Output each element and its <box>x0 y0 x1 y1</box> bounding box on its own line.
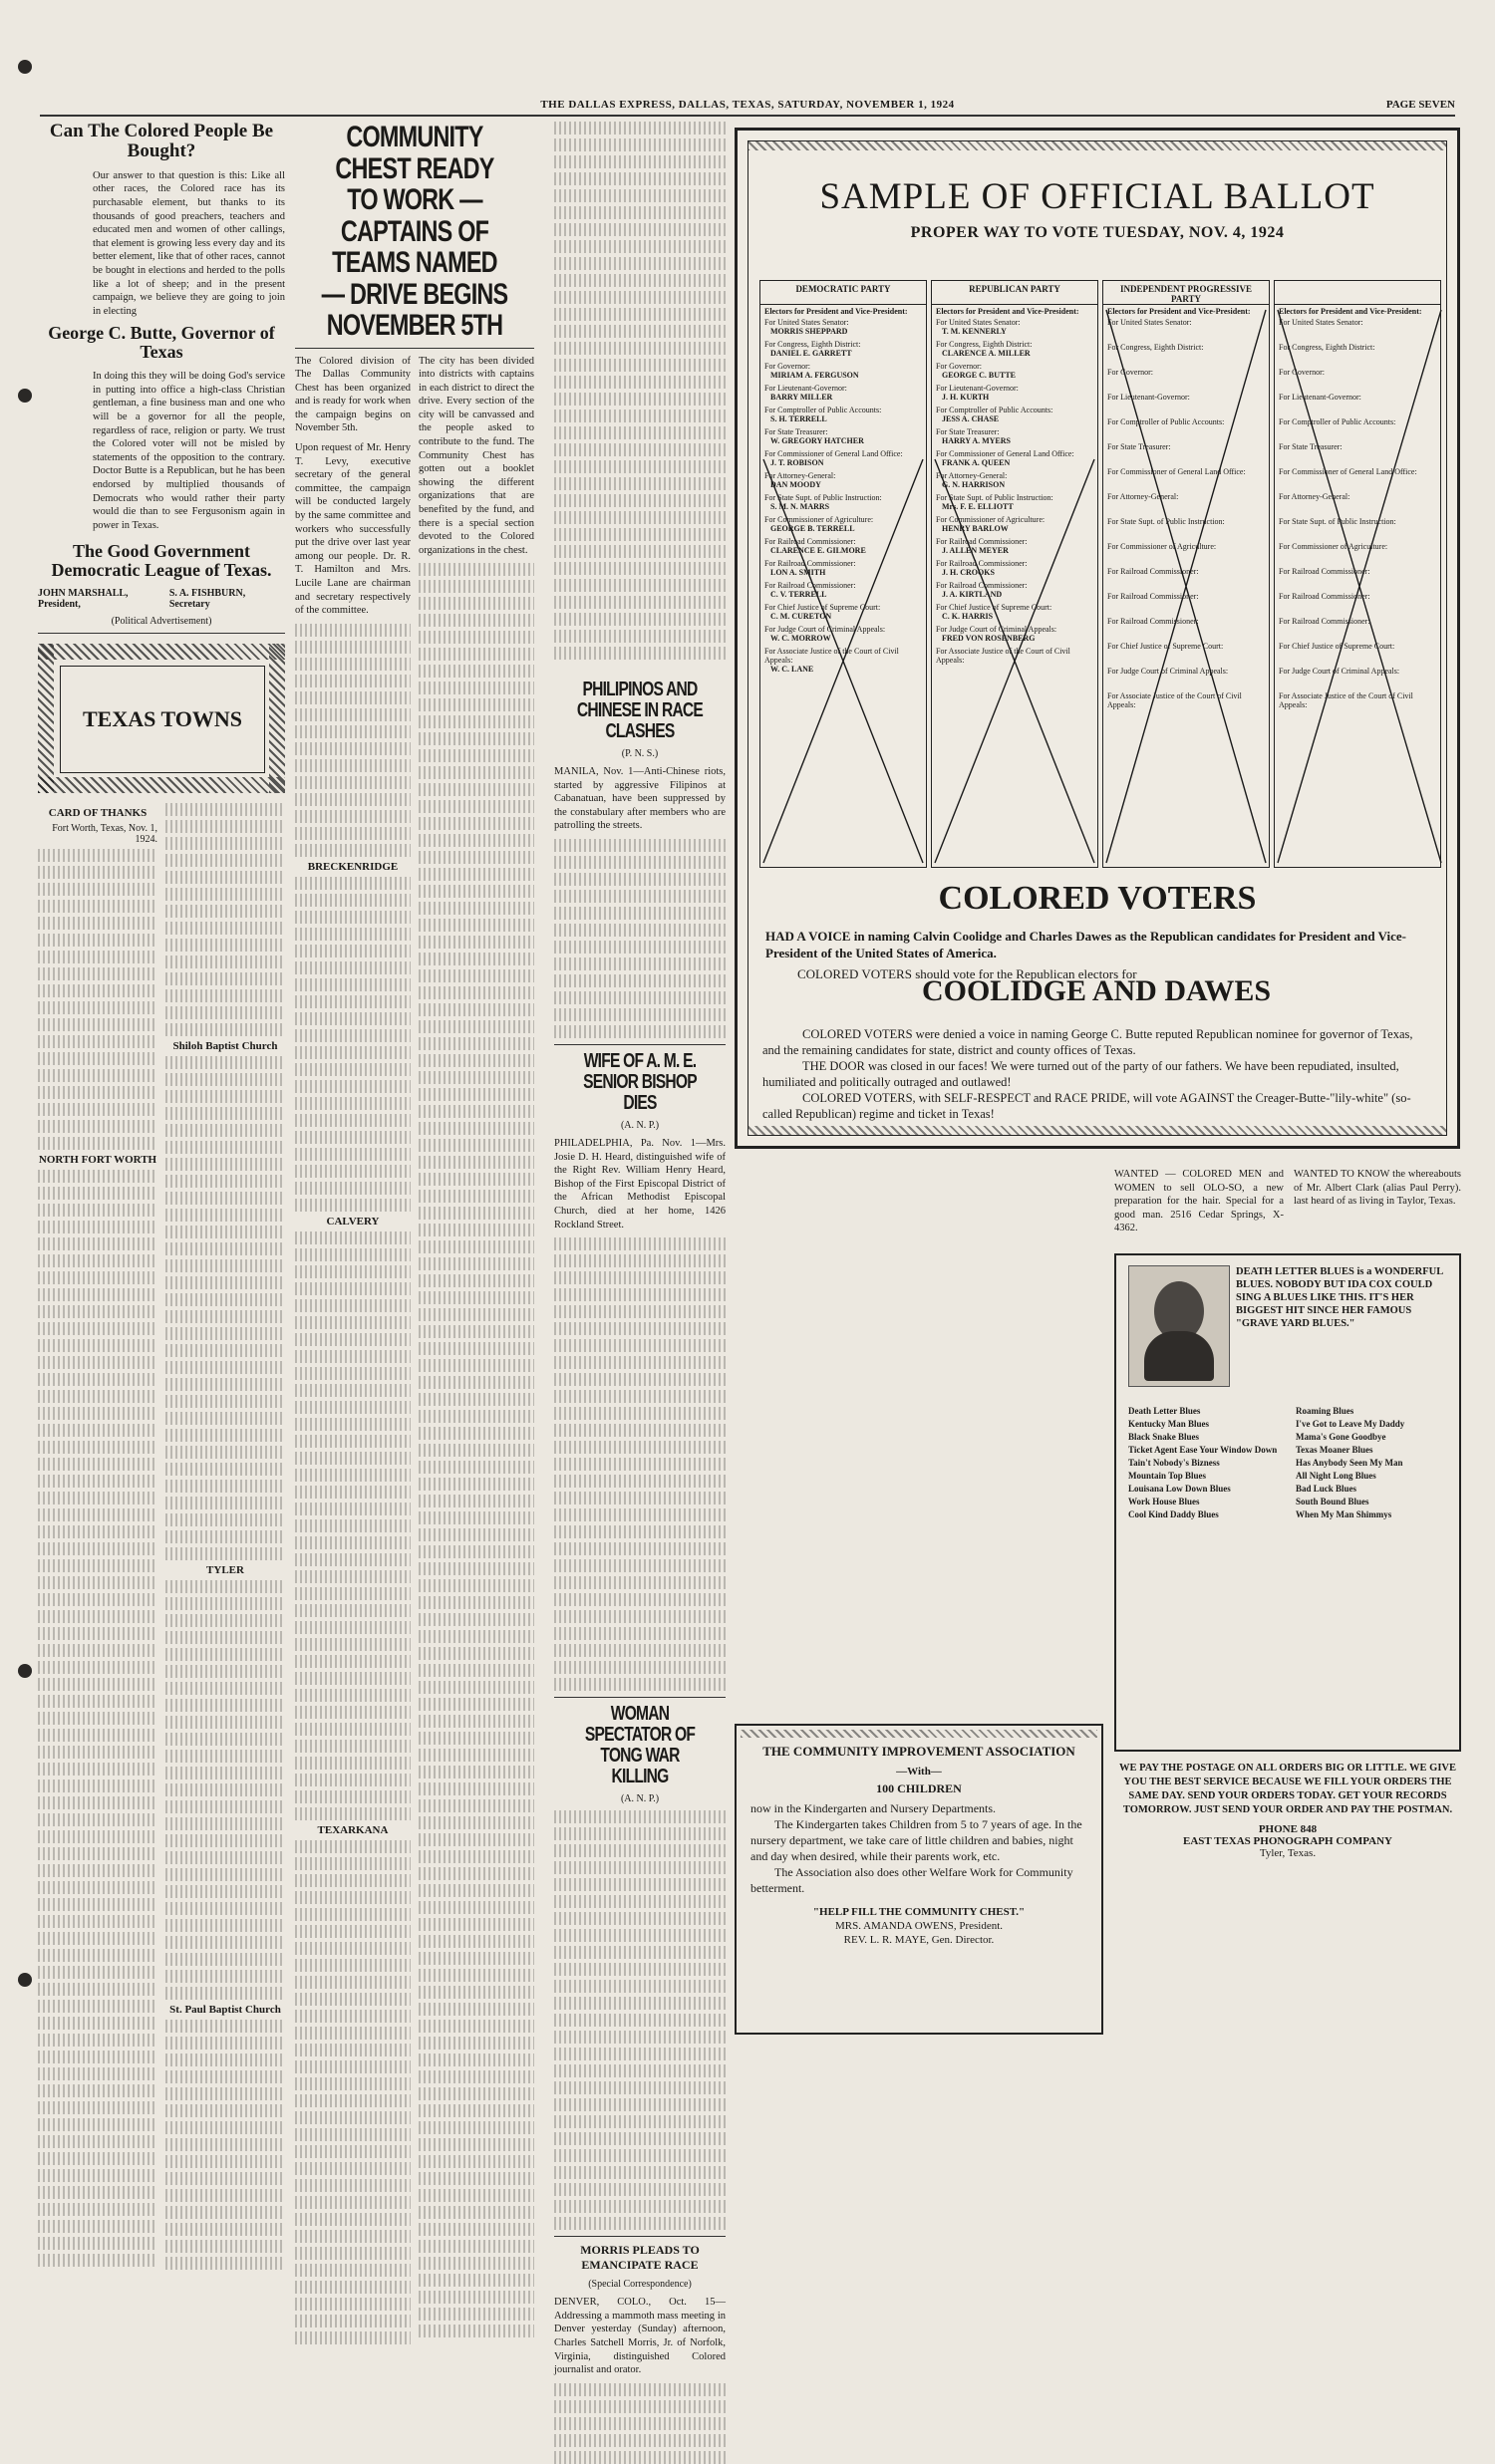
ballot-office-label: For Railroad Commissioner: <box>764 537 856 546</box>
ballot-office-label: For State Supt. of Public Instruction: <box>1279 517 1396 526</box>
record-title: Kentucky Man Blues <box>1128 1419 1210 1429</box>
record-title: Cool Kind Daddy Blues <box>1128 1509 1219 1519</box>
page-number: PAGE SEVEN <box>1385 99 1455 111</box>
company-city: Tyler, Texas. <box>1259 1847 1317 1859</box>
headline-bishop-wife: WIFE OF A. M. E. SENIOR BISHOP DIES <box>583 1049 697 1114</box>
records-ad <box>1114 1253 1461 1752</box>
singer-portrait <box>1128 1265 1230 1387</box>
ballot-candidate: G. N. HARRISON <box>942 480 1006 489</box>
signatories <box>38 588 285 610</box>
card-of-thanks-title: CARD OF THANKS <box>48 807 148 820</box>
cia-children: 100 CHILDREN <box>876 1781 962 1795</box>
ballot-office-label: For Commissioner of General Land Office: <box>936 449 1074 458</box>
ballot-office-label: For Railroad Commissioner: <box>764 559 856 568</box>
ballot-office-label: For Railroad Commissioner: <box>936 537 1028 546</box>
coolidge-dawes-title: COOLIDGE AND DAWES <box>921 974 1272 1007</box>
classified-wanted-2: WANTED TO KNOW the whereabouts of Mr. Albert Clark (alias Paul Perry). last heard of as living in Taylor, Texas. <box>1294 1169 1461 1208</box>
ballot-office-label: For State Treasurer: <box>1279 442 1343 451</box>
record-title: South Bound Blues <box>1296 1497 1369 1506</box>
record-title: Has Anybody Seen My Man <box>1296 1458 1403 1468</box>
ballot-office-label: For Railroad Commissioner: <box>936 581 1028 590</box>
record-title: I've Got to Leave My Daddy <box>1296 1419 1405 1429</box>
ballot-candidate: HENRY BARLOW <box>942 524 1009 533</box>
special-correspondence: (Special Correspondence) <box>588 2279 692 2291</box>
ballot-office-label: For Judge Court of Criminal Appeals: <box>1107 667 1229 676</box>
ballot-office-label: For Congress, Eighth District: <box>1279 343 1375 352</box>
texarkana-heading: TEXARKANA <box>317 1823 389 1836</box>
ballot-subtitle: PROPER WAY TO VOTE TUESDAY, NOV. 4, 1924 <box>910 224 1285 241</box>
ballot-candidate: J. T. ROBISON <box>770 458 824 467</box>
ballot-office-label: For Railroad Commissioner: <box>1279 592 1370 601</box>
st-paul-heading: St. Paul Baptist Church <box>169 2004 281 2017</box>
ballot-office-label: For Attorney-General: <box>1279 492 1350 501</box>
phone-number: PHONE 848 <box>1258 1823 1318 1835</box>
headline-community-chest: COMMUNITY CHEST READY TO WORK — CAPTAINS OF TEAMS NAMED — DRIVE BEGINS NOVEMBER 5TH <box>321 121 508 342</box>
ballot-candidate: FRED VON ROSENBERG <box>942 634 1036 643</box>
ballot-candidate: GEORGE C. BUTTE <box>942 371 1017 380</box>
record-title: Ticket Agent Ease Your Window Down <box>1128 1445 1278 1455</box>
shiloh-church-heading: Shiloh Baptist Church <box>172 1040 278 1053</box>
ballot-office-label: For Railroad Commissioner: <box>1107 592 1199 601</box>
binding-hole <box>18 1973 32 1987</box>
record-title: Bad Luck Blues <box>1296 1484 1357 1494</box>
ballot-candidate: JESS A. CHASE <box>942 414 1000 423</box>
headline-league: The Good Government Democratic League of Texas. <box>51 541 272 581</box>
colored-voters-paragraphs <box>762 1026 1432 1136</box>
ballot-candidate: W. C. LANE <box>770 665 814 674</box>
colored-voters-text: COLORED VOTERS should vote for the Republican electors for <box>797 966 1137 981</box>
card-date: Fort Worth, Texas, Nov. 1, 1924. <box>52 823 157 846</box>
ballot-office-label: For Congress, Eighth District: <box>1107 343 1204 352</box>
headline-morris: MORRIS PLEADS TO EMANCIPATE RACE <box>580 2243 700 2273</box>
ballot-candidate: W. C. MORROW <box>770 634 831 643</box>
record-title: Mama's Gone Goodbye <box>1296 1432 1386 1442</box>
ballot-office-label: For Railroad Commissioner: <box>1107 567 1199 576</box>
ballot-office-label: For Comptroller of Public Accounts: <box>936 406 1053 414</box>
cv-paragraph: THE DOOR was closed in our faces! We were turned out of the party of our fathers. We have been repudiated, insulted, humiliated and politically outraged and outlawed! <box>762 1059 1399 1089</box>
ballot-candidate: CLARENCE A. MILLER <box>942 349 1031 358</box>
headline-colored-people: Can The Colored People Be Bought? <box>49 121 274 161</box>
records-list-a <box>1128 1405 1288 1521</box>
party-column-democratic: DEMOCRATIC PARTY Electors for President and Vice-President: For United States Senator: MORRIS SHEPPARD For Congress, Eighth District: DANIEL E. GARRETT For Governor: MIRIAM A. FERGUSON For Lieutenant-Governor: BARRY MILLER For Comptroller of Public Accounts: S. H. TERRELL For State Treasurer: W. GREGORY HATCHER For Commissioner of General Land Office: J. T. ROBISON For Attorney-General: DAN MOODY For State Supt. of Public Instruction: S. M. N. MARRS For Commissioner of Agriculture: GEORGE B. TERRELL For Railroad Commissioner: CLARENCE E. GILMORE For Railroad Commissioner: LON A. SMITH For Railroad Commissioner: C. V. TERRELL For Chief Justice of Supreme Court: C. M. CURETON For Judge Court of Criminal Appeals: W. C. MORROW For Associate Justice of the Court of Civil Appeals: W. C. LANE <box>759 280 927 868</box>
cv-paragraph: COLORED VOTERS were denied a voice in naming George C. Butte reputed Republican nominee for governor of Texas, and the remaining candidates for state, district and county offices of Texas. <box>762 1027 1413 1057</box>
record-title: Work House Blues <box>1128 1497 1200 1506</box>
ballot-office-label: For Associate Justice of the Court of Civil Appeals: <box>764 647 899 665</box>
ballot-office-label: For Governor: <box>936 362 982 371</box>
ballot-office-label: For United States Senator: <box>936 318 1021 327</box>
article-text: Upon request of Mr. Henry T. Levy, executive secretary of the general committee, the campaign will be conducted largely by the same committee and workers who successfully put the drive over last year among our people. Dr. R. T. Hamilton and Mrs. Lucile Lane are chairman and secretary respectively of the committee. <box>295 442 411 617</box>
cia-slogan: "HELP FILL THE COMMUNITY CHEST." <box>812 1906 1026 1918</box>
ballot-office-label: For Commissioner of Agriculture: <box>1107 542 1217 551</box>
cia-president: MRS. AMANDA OWENS, President. <box>834 1920 1004 1932</box>
ballot-office-label: For Associate Justice of the Court of Civil Appeals: <box>936 647 1070 665</box>
ballot-candidate: BARRY MILLER <box>770 393 833 402</box>
ballot-office-label: For Associate Justice of the Court of Civil Appeals: <box>1279 691 1413 709</box>
records-blurb: DEATH LETTER BLUES is a WONDERFUL BLUES. NOBODY BUT IDA COX COULD SING A BLUES LIKE THIS. IT'S HER BIGGEST HIT SINCE HER FAMOUS "GRAVE YARD BLUES." <box>1236 1266 1443 1329</box>
ballot-office-label: For Commissioner of Agriculture: <box>936 515 1046 524</box>
ballot-candidate: J. H. KURTH <box>942 393 990 402</box>
ballot-candidate: J. A. KIRTLAND <box>942 590 1003 599</box>
ballot-office-label: For Commissioner of General Land Office: <box>1107 467 1246 476</box>
ballot-office-label: For Judge Court of Criminal Appeals: <box>936 625 1057 634</box>
classified-wanted-1: WANTED — COLORED MEN and WOMEN to sell OLO-SO, a new preparation for the hair. Special for a good man. 2516 Cedar Springs, X-4362. <box>1114 1169 1284 1234</box>
article-text: Our answer to that question is this: Like all other races, the Colored race has its purchasable element, but thanks to its thousands of good preachers, teachers and educated men and women of other callings, that element is growing less every day and its better element, like that of other races, cannot be bought in elections and herded to the polls like a lot of sheep; and in the present campaign, we believe they are going to join in electing <box>93 169 285 317</box>
cia-director: REV. L. R. MAYE, Gen. Director. <box>843 1934 995 1946</box>
ballot-candidate: CLARENCE E. GILMORE <box>770 546 866 555</box>
ballot-office-label: For Lieutenant-Governor: <box>1279 393 1361 402</box>
ballot-office-label: For State Treasurer: <box>936 427 1000 436</box>
ballot-office-label: For Railroad Commissioner: <box>1107 617 1199 626</box>
ballot-office-label: For Comptroller of Public Accounts: <box>764 406 882 414</box>
article-text: In doing this they will be doing God's service in putting into office a high-class Christian gentleman, a fine business man and one who will be a governor for all the people, regardless of race, religion or party. We trust the Colored voter will not be misled by statements of the opposition to the contrary. Doctor Butte is a Republican, but he has been endorsed by multiplied thousands of Democrats who would rather their party would die than to see Fergusonism again in power in Texas. <box>93 371 285 531</box>
ballot-office-label: For State Supt. of Public Instruction: <box>936 493 1053 502</box>
ballot-candidate: C. M. CURETON <box>770 612 832 621</box>
ballot-office-label: For Governor: <box>764 362 810 371</box>
ballot-office-label: For United States Senator: <box>764 318 849 327</box>
ballot-office-label: For State Treasurer: <box>764 427 828 436</box>
ballot-candidate: HARRY A. MYERS <box>942 436 1011 445</box>
ballot-candidate: J. H. CROOKS <box>942 568 995 577</box>
ballot-office-label: For United States Senator: <box>1279 318 1363 327</box>
party-name: INDEPENDENT PROGRESSIVE PARTY <box>1103 281 1269 305</box>
ballot-candidate: MIRIAM A. FERGUSON <box>770 371 859 380</box>
record-title: When My Man Shimmys <box>1296 1509 1392 1519</box>
ballot-office-label: For Congress, Eighth District: <box>936 340 1033 349</box>
article-text: The city has been divided into districts with captains in each district to direct the drive. Every section of the city will be canvassed and the people asked to contribute to the fund. The Community Chest has gotten out a booklet showing the different organizations that are benefited by the fund, and there is a special section devoted to the Colored organizations in the chest. <box>419 355 534 556</box>
ballot-office-label: For Judge Court of Criminal Appeals: <box>764 625 886 634</box>
ballot-office-label: For Commissioner of Agriculture: <box>764 515 874 524</box>
ballot-office-label: For Attorney-General: <box>936 471 1008 480</box>
president-name: JOHN MARSHALL, President, <box>38 588 129 611</box>
community-improvement-ad: THE COMMUNITY IMPROVEMENT ASSOCIATION —With— 100 CHILDREN now in the Kindergarten and Nursery Departments. The Kindergarten takes Children from 5 to 7 years of age. In the nursery department, we take care of little children and babies, night and day when desired, while their parents work, etc. The Association also does other Welfare Work for Community betterment. "HELP FILL THE COMMUNITY CHEST." MRS. AMANDA OWENS, President. REV. L. R. MAYE, Gen. Director. <box>735 1724 1103 2035</box>
press-service: (A. N. P.) <box>620 1119 660 1131</box>
ballot-candidate: DAN MOODY <box>770 480 821 489</box>
binding-hole <box>18 1664 32 1678</box>
party-column-progressive: INDEPENDENT PROGRESSIVE PARTY Electors for President and Vice-President: For United States Senator: For Congress, Eighth District: For Governor: For Lieutenant-Governor: For Comptroller of Public Accounts: For State Treasurer: For Commissioner of General Land Office: For Attorney-General: For State Supt. of Public Instruction: For Commissioner of Agriculture: For Railroad Commissioner: For Railroad Commissioner: For Railroad Commissioner: For Chief Justice of Supreme Court: For Judge Court of Criminal Appeals: For Associate Justice of the Court of Civil Appeals: <box>1102 280 1270 868</box>
ballot-office-label: For Chief Justice of Supreme Court: <box>936 603 1052 612</box>
article-text: The Colored division of The Dallas Community Chest has been organized and is ready for work when the campaign begins on November 5th. <box>295 355 411 434</box>
masthead-title: THE DALLAS EXPRESS, DALLAS, TEXAS, SATURDAY, NOVEMBER 1, 1924 <box>540 99 955 111</box>
record-title: Mountain Top Blues <box>1128 1471 1207 1481</box>
record-title: All Night Long Blues <box>1296 1471 1376 1481</box>
ballot-office-label: For Railroad Commissioner: <box>936 559 1028 568</box>
party-name: REPUBLICAN PARTY <box>932 281 1097 305</box>
record-title: Texas Moaner Blues <box>1296 1445 1373 1455</box>
ballot-office-label: For Lieutenant-Governor: <box>764 384 847 393</box>
ballot-title: SAMPLE OF OFFICIAL BALLOT <box>819 176 1375 217</box>
records-order-info: WE PAY THE POSTAGE ON ALL ORDERS BIG OR LITTLE. WE GIVE YOU THE BEST SERVICE BECAUSE WE FILL YOUR ORDERS THE SAME DAY. SEND YOUR ORDERS TODAY. GET YOUR RECORDS TOMORROW. JUST SEND YOUR ORDER AND PAY THE POSTMAN. PHONE 848 EAST TEXAS PHONOGRAPH COMPANY Tyler, Texas. <box>1114 1762 1461 2033</box>
ballot-candidate: T. M. KENNERLY <box>942 327 1007 336</box>
column-4 <box>554 122 726 2376</box>
ballot-office-label: For Comptroller of Public Accounts: <box>1279 417 1396 426</box>
ballot-candidate: Mrs. F. E. ELLIOTT <box>942 502 1014 511</box>
record-title: Roaming Blues <box>1296 1406 1354 1416</box>
ballot-candidate: MORRIS SHEPPARD <box>770 327 848 336</box>
article-text: DENVER, COLO., Oct. 15—Addressing a mammoth mass meeting in Denver yesterday (Sunday) afternoon, Charles Satchell Morris, Jr. of Norfolk, Virginia, distinguished Colored journalist and orator. <box>554 2297 726 2376</box>
ballot-candidate: C. V. TERRELL <box>770 590 827 599</box>
records-list-b <box>1296 1405 1455 1521</box>
ballot-office-label: For Chief Justice of Supreme Court: <box>764 603 881 612</box>
record-title: Tain't Nobody's Bizness <box>1128 1458 1220 1468</box>
secretary-name: S. A. FISHBURN, Secretary <box>168 588 246 611</box>
breckenridge-heading: BRECKENRIDGE <box>307 860 399 873</box>
record-title: Black Snake Blues <box>1128 1432 1200 1442</box>
ballot-office-label: For Associate Justice of the Court of Civil Appeals: <box>1107 691 1242 709</box>
ballot-office-label: For Judge Court of Criminal Appeals: <box>1279 667 1400 676</box>
ballot-office-label: For Lieutenant-Governor: <box>1107 393 1190 402</box>
ballot-office-label: For Congress, Eighth District: <box>764 340 861 349</box>
texas-towns-banner <box>38 644 285 793</box>
article-text: PHILADELPHIA, Pa. Nov. 1—Mrs. Josie D. H. Heard, distinguished wife of the Right Rev. William Henry Heard, Bishop of the First Episcopal District of the African Methodist Episcopal Church, died at her home, 1426 Rockland Street. <box>554 1137 726 1231</box>
press-service: (A. N. P.) <box>620 1793 660 1805</box>
binding-hole <box>18 389 32 403</box>
ballot-office-label: For State Supt. of Public Instruction: <box>1107 517 1225 526</box>
party-column-blank: Electors for President and Vice-President: For United States Senator: For Congress, Eighth District: For Governor: For Lieutenant-Governor: For Comptroller of Public Accounts: For State Treasurer: For Commissioner of General Land Office: For Attorney-General: For State Supt. of Public Instruction: For Commissioner of Agriculture: For Railroad Commissioner: For Railroad Commissioner: For Railroad Commissioner: For Chief Justice of Supreme Court: For Judge Court of Criminal Appeals: For Associate Justice of the Court of Civil Appeals: <box>1274 280 1441 868</box>
north-fort-worth-heading: NORTH FORT WORTH <box>38 1154 157 1167</box>
ballot-office-label: For United States Senator: <box>1107 318 1192 327</box>
party-column-republican: REPUBLICAN PARTY Electors for President and Vice-President: For United States Senator: T. M. KENNERLY For Congress, Eighth District: CLARENCE A. MILLER For Governor: GEORGE C. BUTTE For Lieutenant-Governor: J. H. KURTH For Comptroller of Public Accounts: JESS A. CHASE For State Treasurer: HARRY A. MYERS For Commissioner of General Land Office: FRANK A. QUEEN For Attorney-General: G. N. HARRISON For State Supt. of Public Instruction: Mrs. F. E. ELLIOTT For Commissioner of Agriculture: HENRY BARLOW For Railroad Commissioner: J. ALLEN MEYER For Railroad Commissioner: J. H. CROOKS For Railroad Commissioner: J. A. KIRTLAND For Chief Justice of Supreme Court: C. K. HARRIS For Judge Court of Criminal Appeals: FRED VON ROSENBERG For Associate Justice of the Court of Civil Appeals: <box>931 280 1098 868</box>
binding-hole <box>18 60 32 74</box>
ballot-candidate: LON A. SMITH <box>770 568 826 577</box>
company-name: EAST TEXAS PHONOGRAPH COMPANY <box>1183 1835 1392 1847</box>
ballot-cross-marks <box>759 280 1445 868</box>
ballot-office-label: For Comptroller of Public Accounts: <box>1107 417 1225 426</box>
ballot-office-label: For Attorney-General: <box>1107 492 1179 501</box>
ballot-office-label: For Chief Justice of Supreme Court: <box>1279 642 1395 651</box>
masthead <box>40 99 1455 117</box>
headline-butte: George C. Butte, Governor of Texas <box>48 323 275 363</box>
record-title: Death Letter Blues <box>1128 1406 1201 1416</box>
political-ad-note: (Political Advertisement) <box>111 616 212 628</box>
tyler-heading: TYLER <box>206 1564 244 1577</box>
record-title: Louisana Low Down Blues <box>1128 1484 1231 1494</box>
colored-voters-title: COLORED VOTERS <box>938 880 1257 917</box>
ballot-candidate: J. ALLEN MEYER <box>942 546 1009 555</box>
calvery-heading: CALVERY <box>326 1215 380 1228</box>
ballot-office-label: For Commissioner of Agriculture: <box>1279 542 1388 551</box>
party-name: DEMOCRATIC PARTY <box>760 281 926 305</box>
column-3 <box>295 122 534 2035</box>
ballot-office-label: For State Treasurer: <box>1107 442 1171 451</box>
ballot-office-label: For State Supt. of Public Instruction: <box>764 493 882 502</box>
cv-paragraph: COLORED VOTERS, with SELF-RESPECT and RACE PRIDE, will vote AGAINST the Creager-Butte-"lily-white" (so-called Republican) regime and ticket in Texas! <box>762 1091 1411 1121</box>
ballot-office-label: For Commissioner of General Land Office: <box>764 449 903 458</box>
ballot-candidate: S. M. N. MARRS <box>770 502 830 511</box>
ballot-office-label: For Chief Justice of Supreme Court: <box>1107 642 1224 651</box>
ballot-candidate: C. K. HARRIS <box>942 612 994 621</box>
ballot-office-label: For Attorney-General: <box>764 471 836 480</box>
ballot-candidate: W. GREGORY HATCHER <box>770 436 864 445</box>
column-1 <box>38 122 285 2035</box>
ballot-office-label: For Railroad Commissioner: <box>764 581 856 590</box>
headline-philipinos: PHILIPINOS AND CHINESE IN RACE CLASHES <box>576 679 704 742</box>
ballot-office-label: For Governor: <box>1279 368 1325 377</box>
ballot-candidate: GEORGE B. TERRELL <box>770 524 855 533</box>
ballot-office-label: For Railroad Commissioner: <box>1279 567 1370 576</box>
press-service: (P. N. S.) <box>621 748 659 759</box>
ballot-candidate: S. H. TERRELL <box>770 414 827 423</box>
ballot-office-label: For Railroad Commissioner: <box>1279 617 1370 626</box>
colored-voters-text: HAD A VOICE in naming Calvin Coolidge and Charles Dawes as the Republican candidates for President and Vice-President of the United States of America. <box>765 929 1406 960</box>
article-text: MANILA, Nov. 1—Anti-Chinese riots, started by aggressive Filipinos at Cabanatuan, have been suppressed by the constabulary after members who are patrolling the streets. <box>554 766 726 832</box>
ballot-candidate: FRANK A. QUEEN <box>942 458 1011 467</box>
ballot-office-label: For Governor: <box>1107 368 1153 377</box>
texas-towns-title: TEXAS TOWNS <box>60 666 265 773</box>
ballot-office-label: For Commissioner of General Land Office: <box>1279 467 1417 476</box>
headline-tong-war: WOMAN SPECTATOR OF TONG WAR KILLING <box>584 1703 696 1788</box>
ballot-candidate: DANIEL E. GARRETT <box>770 349 852 358</box>
cia-title: THE COMMUNITY IMPROVEMENT ASSOCIATION <box>762 1744 1075 1759</box>
ballot-office-label: For Lieutenant-Governor: <box>936 384 1019 393</box>
